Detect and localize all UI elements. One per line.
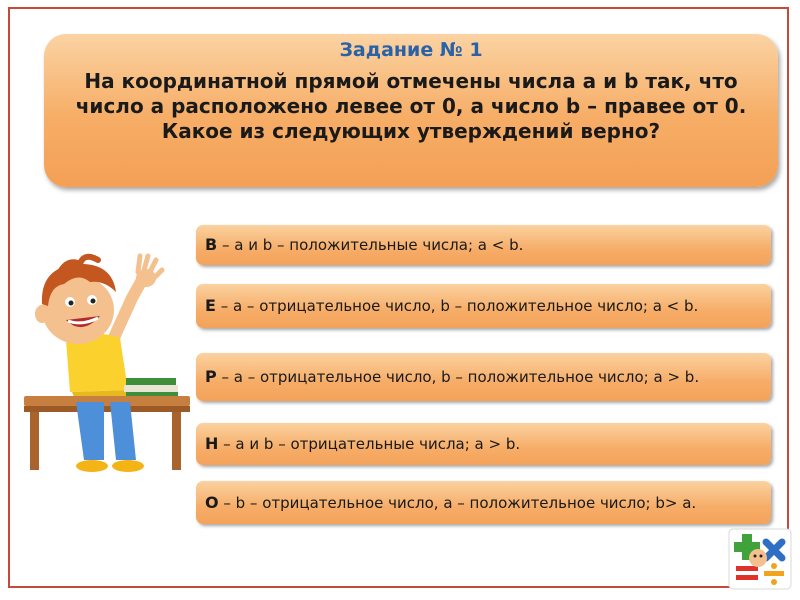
answer-content (205, 296, 698, 316)
student-raising-hand-icon (20, 250, 192, 482)
answer-option-v[interactable] (196, 225, 771, 265)
answer-option-e[interactable] (196, 284, 771, 328)
task-title: Задание № 1 (339, 39, 483, 61)
answer-content (205, 235, 523, 255)
answer-text: – b – отрицательное число, a – положительное число; b> a. (218, 493, 697, 512)
answer-letter: Н (205, 434, 219, 453)
math-operations-logo-icon (728, 528, 792, 590)
answer-option-n[interactable] (196, 423, 771, 465)
answer-text: – a – отрицательное число, b – положительное число; a < b. (215, 297, 699, 315)
task-question: На координатной прямой отмечены числа a и b так, что число a расположено левее от 0, а число b – правее от 0. Какое из следующих утверждений верно? (75, 69, 747, 143)
answer-letter: Р (205, 367, 217, 386)
task-card (44, 34, 778, 187)
answer-content (205, 434, 520, 454)
answer-text: – a – отрицательное число, b – положительное число; a > b. (216, 368, 700, 386)
answer-option-o[interactable] (196, 481, 771, 524)
answer-option-r[interactable] (196, 353, 771, 401)
answer-text: – a и b – отрицательные числа; a > b. (218, 435, 521, 453)
answer-content (205, 493, 696, 513)
answer-letter: О (205, 492, 219, 512)
answer-text: – a и b – положительные числа; a < b. (217, 236, 524, 254)
answer-letter: Е (205, 296, 216, 315)
answer-content (205, 367, 699, 387)
answer-letter: В (205, 235, 218, 254)
